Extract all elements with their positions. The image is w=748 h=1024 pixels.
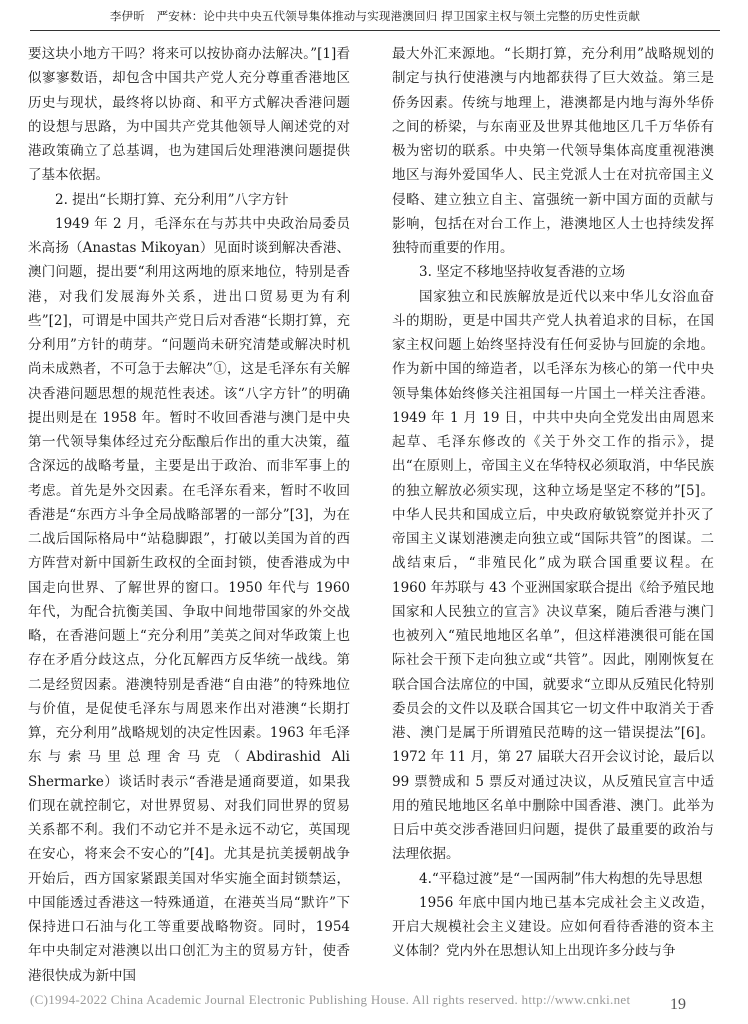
copyright-footer: (C)1994-2022 China Academic Journal Electronic Publishing House. All rights reserved. http://www.cnki.net [30, 992, 631, 1007]
paragraph: 国家独立和民族解放是近代以来中华儿女浴血奋斗的期盼，更是中国共产党人执着追求的目标，在国家主权问题上始终坚持没有任何妥协与回旋的余地。作为新中国的缔造者，以毛泽东为核心的第一代中央领导集体始终修关注祖国每一片国土一样关注香港。1949 年 1 月 19 日，中共中央向全党发出由周恩来起草、毛泽东修改的《关于外交工作的指示》，提出“在原则上，帝国主义在华特权必须取消，中华民族的独立解放必须实现，这种立场是坚定不移的”[5]。中华人民共和国成立后，中央政府敏锐察觉并扑灭了帝国主义谋划港澳走向独立或“国际共管”的图谋。二战结束后，“非殖民化”成为联合国重要议程。在 1960 年苏联与 43 个亚洲国家联合提出《给予殖民地国家和人民独立的宣言》决议草案，随后香港与澳门也被列入“殖民地地区名单”，但这样港澳很可能在国际社会干预下走向独立或“共管”。因此，刚刚恢复在联合国合法席位的中国，就要求“立即从反殖民化特别委员会的文件以及联合国其它一切文件中取消关于香港、澳门是属于所谓殖民范畴的这一错误提法”[6]。1972 年 11 月，第 27 届联大召开会议讨论，最后以 99 票赞成和 5 票反对通过决议，从反殖民宣言中适用的殖民地地区名单中删除中国香港、澳门。此举为日后中英交涉香港回归问题，提供了最重要的政治与法理依据。 [392, 288, 714, 863]
left-column [28, 42, 350, 992]
right-column [392, 42, 714, 992]
section-heading-2: 2. 提出“长期打算、充分利用”八字方针 [55, 191, 289, 208]
page-number: 19 [670, 996, 686, 1013]
paragraph-continuation: 要这块小地方干吗？将来可以按协商办法解决。”[1]看似寥寥数语，却包含中国共产党人充分尊重香港地区历史与现状，最终将以协商、和平方式解决香港问题的设想与思路，为中国共产党其他领导人阐述党的对港政策确立了总基调，也为建国后处理港澳问题提供了基本依据。 [28, 46, 350, 184]
section-heading-3: 3. 坚定不移地坚持收复香港的立场 [419, 264, 626, 281]
section-heading-4: 4.“平稳过渡”是“一国两制”伟大构想的先导思想 [419, 870, 703, 887]
paragraph: 1956 年底中国内地已基本完成社会主义改造，开启大规模社会主义建设。应如何看待香港的资本主义体制？党内外在思想认知上出现许多分歧与争 [392, 894, 714, 960]
paragraph-continuation: 最大外汇来源地。“长期打算，充分利用”战略规划的制定与执行使港澳与内地都获得了巨大效益。第三是侨务因素。传统与地理上，港澳都是内地与海外华侨之间的桥梁，与东南亚及世界其他地区几千万华侨有极为密切的联系。中央第一代领导集体高度重视港澳地区与海外爱国华人、民主党派人士在对抗帝国主义侵略、建立独立自主、富强统一新中国方面的贡献与影响，包括在对台工作上，港澳地区人士也持续发挥独特而重要的作用。 [392, 46, 714, 256]
header-rule [30, 30, 720, 31]
paragraph: 1949 年 2 月，毛泽东在与苏共中央政治局委员米高扬（Anastas Mikoyan）见面时谈到解决香港、澳门问题，提出要“利用这两地的原来地位，特别是香港，对我们发展海外关系，进出口贸易更为有利些”[2]，可谓是中国共产党日后对香港“长期打算，充分利用”方针的萌芽。“问题尚未研究清楚或解决时机尚未成熟者，不可急于去解决”①，这是毛泽东有关解决香港问题思想的规范性表述。该“八字方针”的明确提出则是在 1958 年。暂时不收回香港与澳门是中央第一代领导集体经过充分酝酿后作出的重大决策，蕴含深远的战略考量，主要是出于政治、而非军事上的考虑。首先是外交因素。在毛泽东看来，暂时不收回香港是“东西方斗争全局战略部署的一部分”[3]，为在二战后国际格局中“站稳脚跟”，打破以美国为首的西方阵营对新中国新生政权的全面封锁，使香港成为中国走向世界、了解世界的窗口。1950 年代与 1960 年代，为配合抗衡美国、争取中间地带国家的外交战略，在香港问题上“充分利用”美英之间对华政策上也存在矛盾分歧这点，分化瓦解西方反华统一战线。第二是经贸因素。港澳特别是香港“自由港”的特殊地位与价值，是促使毛泽东与周恩来作出对港澳“长期打算，充分利用”战略规划的决定性因素。1963 年毛泽东与索马里总理舍马克（Abdirashid Ali Shermarke）谈话时表示“香港是通商要道，如果我们现在就控制它，对世界贸易、对我们同世界的贸易关系都不利。我们不动它并不是永远不动它，英国现在安心，将来会不安心的”[4]。尤其是抗美援朝战争开始后，西方国家紧跟美国对华实施全面封锁禁运，中国能透过香港这一特殊通道，在港英当局“默许”下保持进口石油与化工等重要战略物资。同时，1954 年中央制定对港澳以出口创汇为主的贸易方针，使香港很快成为新中国 [28, 215, 350, 984]
running-header: 李伊昕 严安林：论中共中央五代领导集体推动与实现港澳回归 捍卫国家主权与领土完整的历史性贡献 [109, 9, 641, 23]
